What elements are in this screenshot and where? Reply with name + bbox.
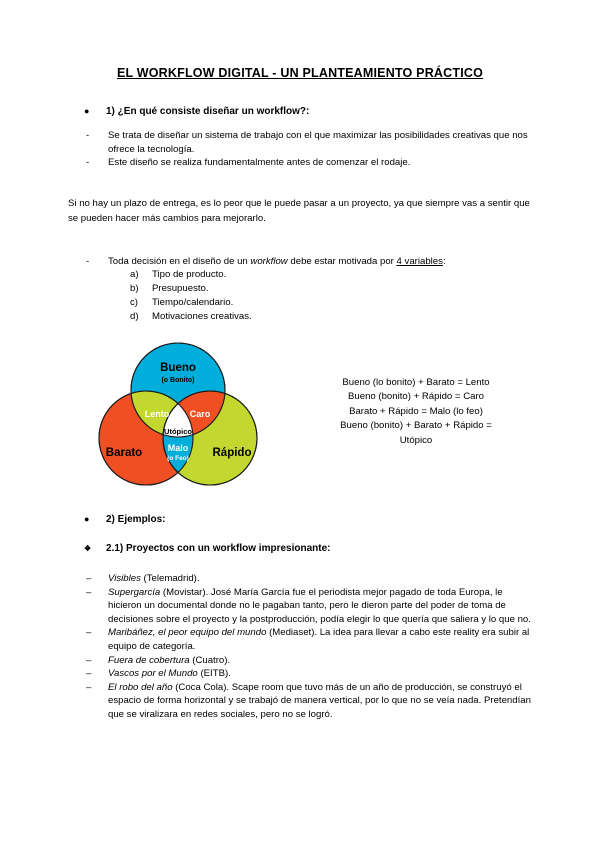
list-item <box>130 310 600 324</box>
section-heading-2 <box>84 514 600 525</box>
venn-label-malo: Malo <box>167 442 189 453</box>
bullet-icon: ● <box>84 513 90 524</box>
dash-marker: – <box>86 627 92 639</box>
list-item <box>130 282 600 296</box>
variables-intro-before: Toda decisión en el diseño de un <box>108 255 251 267</box>
list-item-text <box>108 681 538 722</box>
dash-marker: – <box>86 586 92 598</box>
bullet-icon: ● <box>84 106 90 116</box>
program-title: El robo del año <box>108 681 173 693</box>
venn-label-rapido: Rápido <box>212 446 252 459</box>
list-item-text <box>108 667 538 681</box>
section-heading-1-label: 1) ¿En qué consiste diseñar un workflow?: <box>106 106 310 117</box>
list-item-text: Se trata de diseñar un sistema de trabajo con el que maximizar las posibilidades creativas que nos ofrece la tecnología. <box>108 130 528 155</box>
list-item <box>86 586 538 627</box>
spacer <box>0 554 600 572</box>
variables-intro-italic: workflow <box>250 255 288 267</box>
venn-equations <box>300 376 532 448</box>
variables-intro-tail: : <box>442 255 446 267</box>
intro-dash-list <box>0 129 600 170</box>
list-marker: b) <box>130 283 139 295</box>
list-item-text: Presupuesto. <box>152 283 209 295</box>
dash-marker: – <box>86 681 92 693</box>
program-title: Fuera de cobertura <box>108 654 190 666</box>
program-title: Vascos por el Mundo <box>108 668 198 680</box>
list-item-text <box>108 586 538 627</box>
list-item <box>130 296 600 310</box>
list-marker: d) <box>130 311 139 323</box>
list-item <box>130 268 600 282</box>
venn-sublabel-bueno: (o Bonito) <box>161 376 195 384</box>
dash-marker: – <box>86 668 92 680</box>
section-subheading-2-1-label: 2.1) Proyectos con un workflow impresionante: <box>106 542 331 554</box>
venn-label-barato: Barato <box>105 446 143 459</box>
program-description: (Coca Cola). Scape room que tuvo más de un año de producción, se construyó el espacio de forma horizontal y se trabajó de manera vertical, por lo que no se veía nada. Pretendían que se viralizara en redes sociales, pero no se logró. <box>108 681 531 721</box>
deadline-paragraph: Si no hay un plazo de entrega, es lo peor que le puede pasar a un proyecto, ya que siempre vas a sentir que se pueden hacer más cambios para mejorarlo. <box>68 198 530 225</box>
list-item <box>86 129 538 156</box>
variables-intro <box>86 255 538 269</box>
list-item <box>86 681 538 722</box>
section-heading-2-label: 2) Ejemplos: <box>106 513 166 525</box>
list-item-text <box>108 572 538 586</box>
list-marker: c) <box>130 297 138 309</box>
dash-marker: – <box>86 654 92 666</box>
examples-list <box>0 572 600 722</box>
program-title: Visibles <box>108 572 141 584</box>
list-item-text: Motivaciones creativas. <box>152 311 252 323</box>
list-marker: a) <box>130 269 139 281</box>
list-item <box>86 156 538 170</box>
program-description: (EITB). <box>197 668 231 680</box>
equation-line: Bueno (bonito) + Barato + Rápido = <box>340 420 492 432</box>
equation-line: Utópico <box>399 434 433 446</box>
venn-sublabel-malo: (o Feo) <box>167 454 189 462</box>
variables-list <box>130 268 600 324</box>
venn-label-utopico: Utópico <box>164 426 192 436</box>
venn-svg <box>88 338 268 488</box>
list-item-text: Tiempo/calendario. <box>152 297 234 309</box>
equation-line: Bueno (lo bonito) + Barato = Lento <box>342 376 490 388</box>
dash-marker: – <box>86 572 92 584</box>
list-item-text <box>108 626 538 653</box>
section-heading-1 <box>84 106 600 117</box>
list-item <box>86 572 538 586</box>
equation-line: Bueno (bonito) + Rápido = Caro <box>348 391 484 403</box>
program-title: Maribáñez, el peor equipo del mundo <box>108 627 267 639</box>
page-title: EL WORKFLOW DIGITAL - UN PLANTEAMIENTO PRÁCTICO <box>116 66 484 80</box>
list-item <box>86 667 538 681</box>
list-item-text: Tipo de producto. <box>152 269 227 281</box>
dash-marker: - <box>86 255 90 267</box>
variables-intro-text <box>108 255 538 269</box>
dash-marker: - <box>86 130 90 141</box>
list-item <box>86 654 538 668</box>
spacer <box>0 237 600 255</box>
list-item <box>86 626 538 653</box>
spacer <box>0 170 600 188</box>
section-subheading-2-1 <box>84 543 600 554</box>
diamond-bullet-icon: ❖ <box>84 543 92 553</box>
list-item-text <box>108 654 538 668</box>
venn-diagram <box>88 338 268 493</box>
program-description: (Mediaset). La idea para llevar a cabo este reality era subir al equipo de categoría. <box>108 627 530 653</box>
venn-diagram-row <box>0 338 600 488</box>
variables-intro-underlined: 4 variables <box>396 255 443 267</box>
venn-label-bueno: Bueno <box>160 361 196 374</box>
program-description: (Telemadrid). <box>140 572 200 584</box>
venn-label-caro: Caro <box>189 408 211 419</box>
spacer <box>0 525 600 543</box>
program-description: (Cuatro). <box>189 654 231 666</box>
venn-label-lento: Lento <box>144 408 170 419</box>
program-title: Supergarcía <box>108 586 161 598</box>
spacer <box>0 80 600 106</box>
equation-line: Barato + Rápido = Malo (lo feo) <box>349 405 483 417</box>
list-item-text: Este diseño se realiza fundamentalmente antes de comenzar el rodaje. <box>108 157 411 169</box>
dash-marker: - <box>86 157 90 169</box>
program-description: (Movistar). José María García fue el periodista mejor pagado de toda Europa, le hicieron un documental donde no le pagaban tanto, pero le dieron parte del poder de toma de decisiones sobre el proyecto y la postproducción, podía elegir lo que quería que saliera y lo que no. <box>108 586 531 625</box>
spacer <box>0 117 600 129</box>
variables-intro-after: debe estar motivada por <box>287 255 397 267</box>
